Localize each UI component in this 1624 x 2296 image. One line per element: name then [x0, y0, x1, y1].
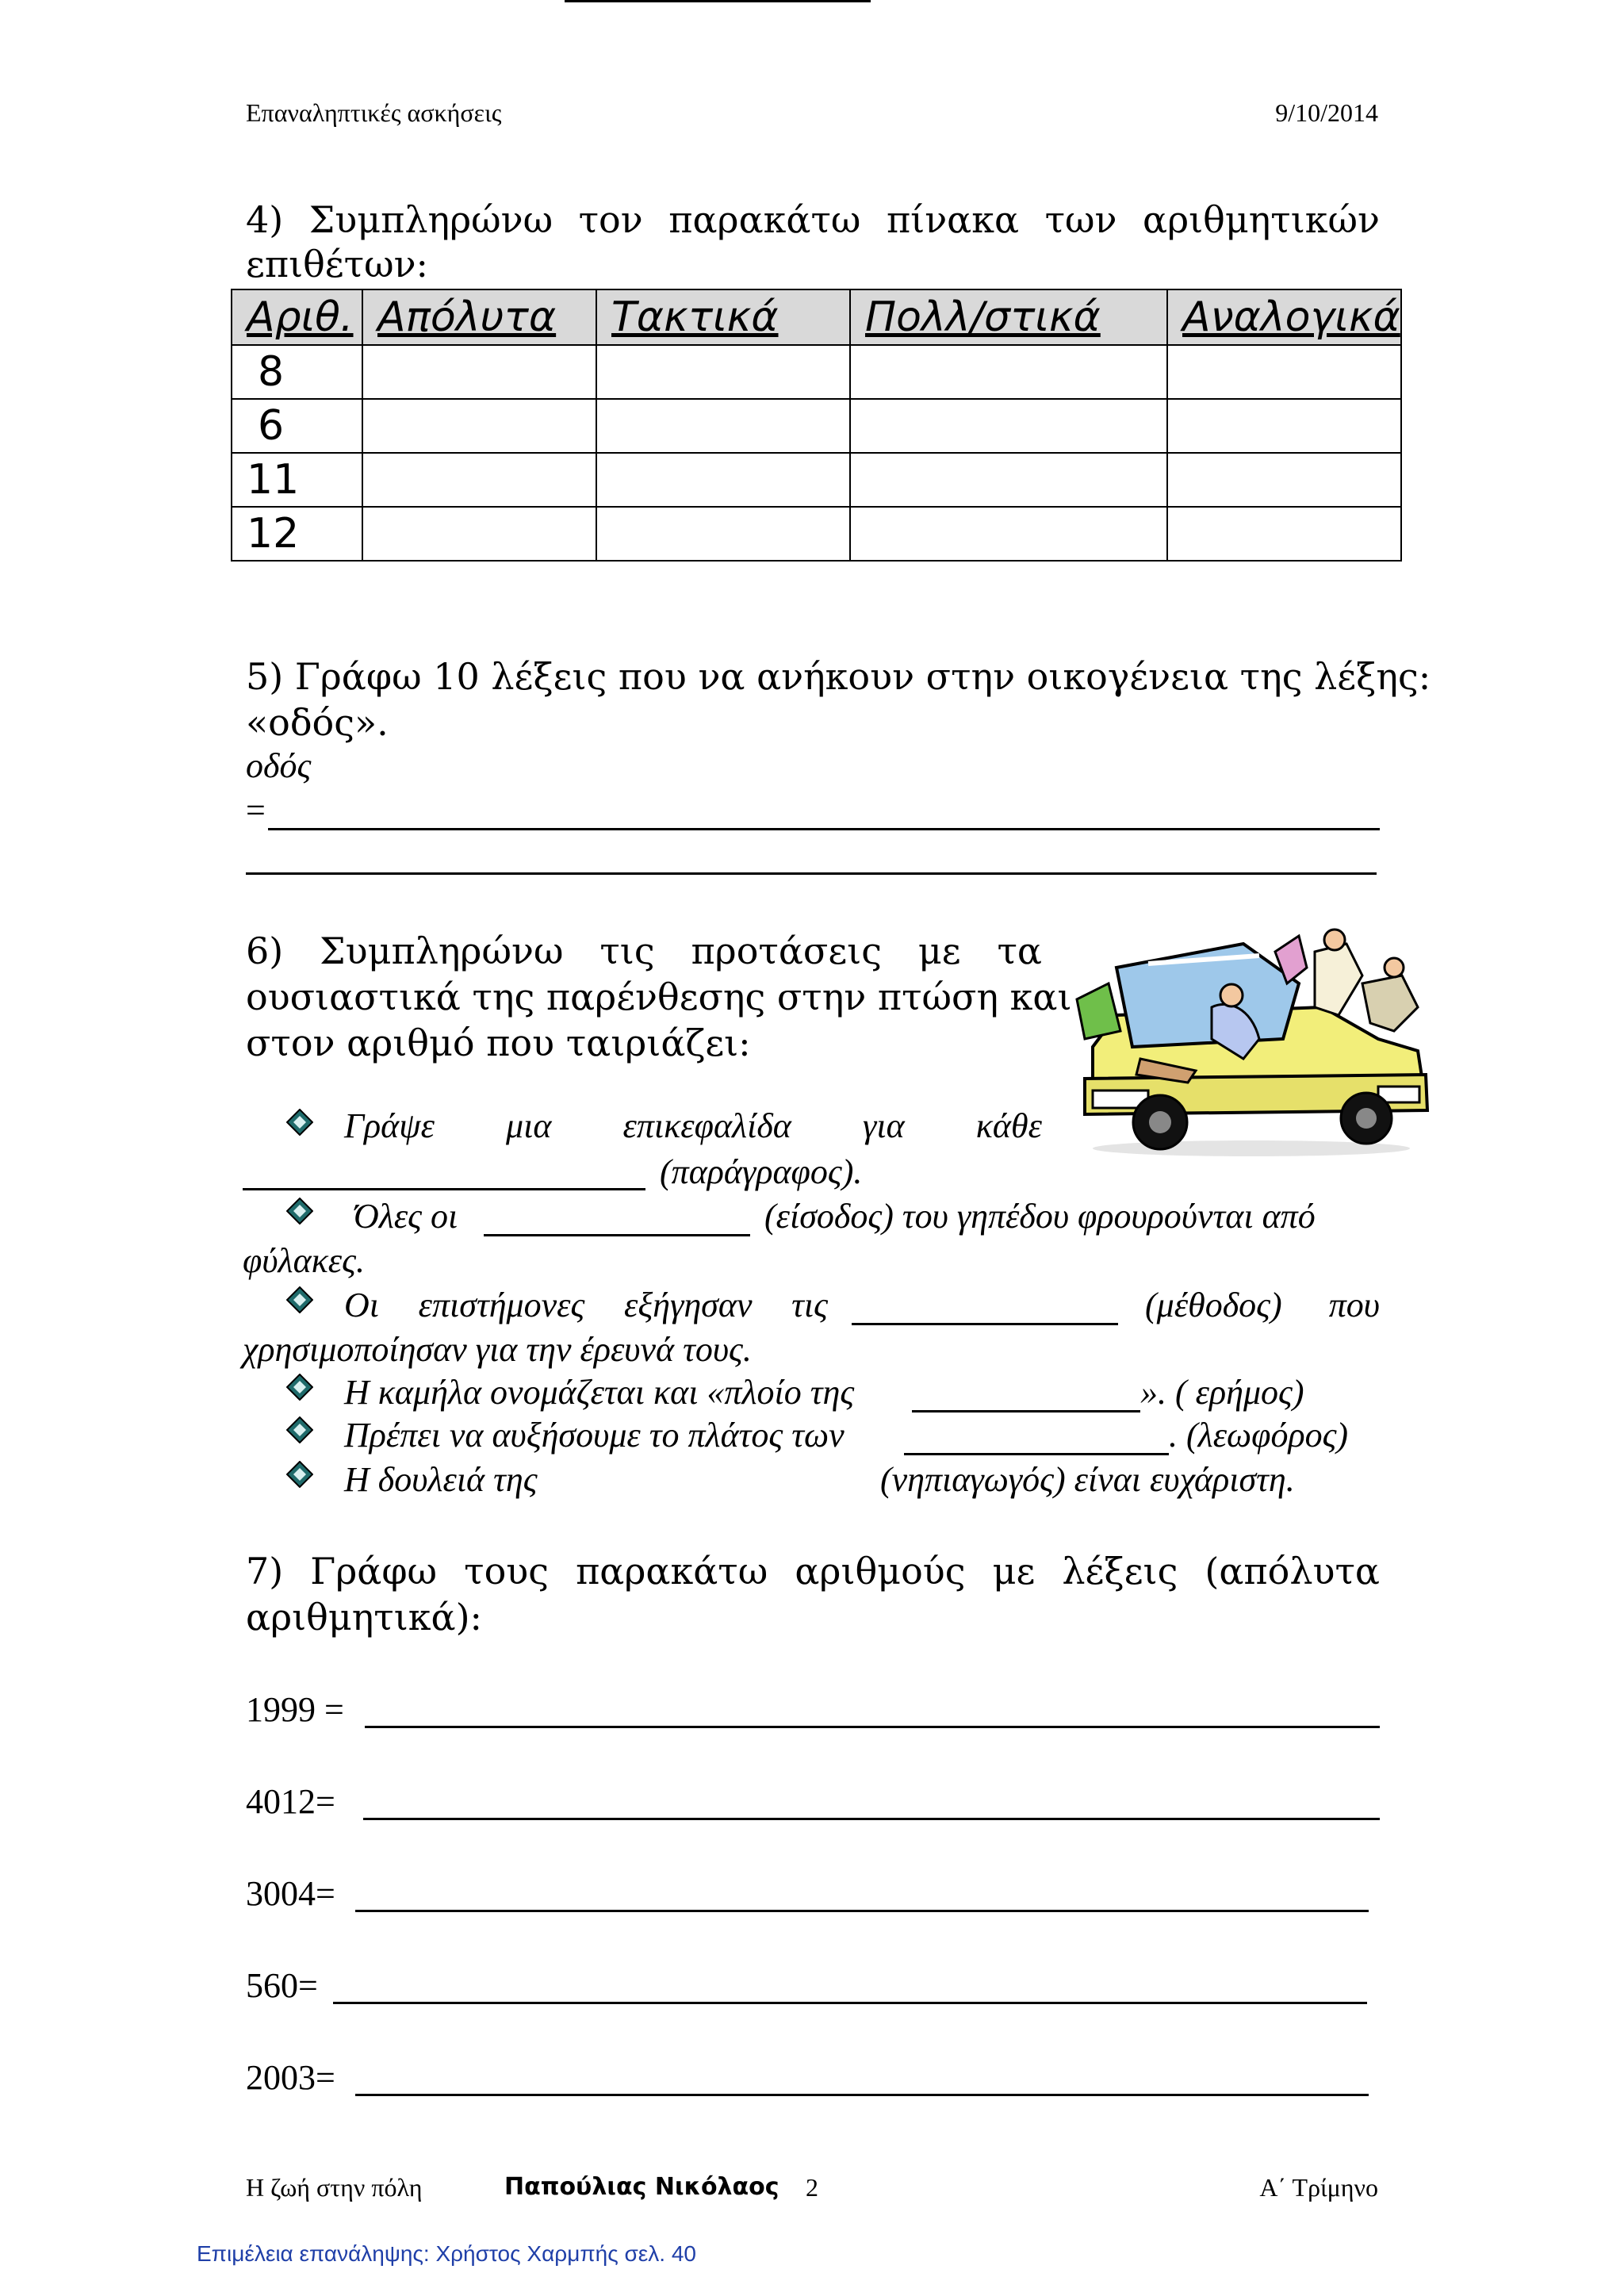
answer-cell[interactable] [850, 399, 1167, 453]
answer-cell[interactable] [850, 507, 1167, 561]
ex4-line1: 4) Συμπληρώνω τον παρακάτω πίνακα των αριθμητικών [246, 198, 1380, 241]
footer-right: Α΄ Τρίμηνο [1259, 2173, 1378, 2202]
answer-line[interactable] [355, 1910, 1369, 1912]
ex6-line1: 6) Συμπληρώνω τις προτάσεις με τα [246, 930, 1042, 972]
row-number: 12 [232, 507, 362, 561]
answer-cell[interactable] [362, 345, 596, 399]
col-header-multiplicative: Πολλ/στικά [850, 289, 1167, 345]
sentence-3-end: χρησιμοποίησαν για την έρευνά τους. [243, 1330, 752, 1369]
blank-4[interactable] [912, 1410, 1140, 1412]
answer-cell[interactable] [596, 453, 850, 507]
row-number: 8 [232, 345, 362, 399]
ex7-line2: αριθμητικά): [246, 1596, 483, 1639]
number-label: 4012= [246, 1782, 335, 1821]
sentence-6-start: Η δουλειά της [344, 1460, 538, 1499]
footer-author: Παπούλιας Νικόλαος [504, 2173, 779, 2201]
blank-1[interactable] [243, 1188, 645, 1190]
car-clipart-image [1061, 920, 1442, 1166]
blank-3[interactable] [852, 1323, 1118, 1325]
table-header-row [232, 289, 1401, 345]
answer-cell[interactable] [362, 453, 596, 507]
col-header-number: Αριθ. [232, 289, 362, 345]
ex5-word: οδός [246, 746, 312, 785]
sentence-5-start: Πρέπει να αυξήσουμε το πλάτος των [344, 1416, 845, 1455]
sentence-4-rest: ». ( ερήμος) [1140, 1373, 1304, 1412]
diamond-bullet-icon [286, 1198, 313, 1225]
answer-line[interactable] [365, 1726, 1380, 1728]
table-row [232, 345, 1401, 399]
col-header-ordinal: Τακτικά [596, 289, 850, 345]
ex4-line2: επιθέτων: [246, 243, 429, 286]
diamond-bullet-icon [286, 1374, 313, 1401]
answer-cell[interactable] [1167, 399, 1401, 453]
answer-cell[interactable] [362, 399, 596, 453]
answer-cell[interactable] [596, 399, 850, 453]
sentence-2-end: φύλακες. [243, 1241, 365, 1280]
ex6-line3: στον αριθμό που ταιριάζει: [246, 1022, 751, 1064]
sentence-4-start: Η καμήλα ονομάζεται και «πλοίο της [344, 1373, 855, 1412]
answer-cell[interactable] [850, 453, 1167, 507]
ex6-line2: ουσιαστικά της παρένθεσης στην πτώση και [246, 976, 1072, 1018]
answer-cell[interactable] [596, 507, 850, 561]
answer-cell[interactable] [362, 507, 596, 561]
sentence-5-rest: . (λεωφόρος) [1169, 1416, 1349, 1455]
number-label: 560= [246, 1966, 318, 2005]
footer-left: Η ζωή στην πόλη [246, 2173, 423, 2202]
number-label: 2003= [246, 2058, 335, 2097]
number-label: 3004= [246, 1874, 335, 1913]
blank-6[interactable] [565, 0, 871, 2]
header-date: 9/10/2014 [1275, 98, 1378, 127]
sentence-6-rest: (νηπιαγωγός) είναι ευχάριστη. [880, 1460, 1295, 1499]
row-number: 6 [232, 399, 362, 453]
numerals-table [231, 289, 1402, 562]
credit-note: Επιμέλεια επανάληψης: Χρήστος Χαρμπής σελ. 40 [197, 2241, 696, 2266]
table-row [232, 507, 1401, 561]
number-label: 1999 = [246, 1690, 344, 1729]
ex7-line1: 7) Γράφω τους παρακάτω αριθμούς με λέξεις (απόλυτα [246, 1550, 1380, 1593]
sentence-1-hint: (παράγραφος). [660, 1152, 863, 1191]
sentence-2-rest: (είσοδος) του γηπέδου φρουρούνται από [764, 1197, 1316, 1236]
sentence-2-start: Όλες οι [354, 1197, 458, 1236]
answer-line[interactable] [363, 1818, 1380, 1820]
header-left: Επαναληπτικές ασκήσεις [246, 98, 502, 127]
diamond-bullet-icon [286, 1286, 313, 1313]
table-row [232, 399, 1401, 453]
diamond-bullet-icon [286, 1109, 313, 1136]
answer-cell[interactable] [850, 345, 1167, 399]
blank-5[interactable] [904, 1453, 1169, 1455]
ex5-line2: «οδός». [246, 701, 389, 744]
table-row [232, 453, 1401, 507]
sentence-3-rest: (μέθοδος) που [1145, 1286, 1380, 1324]
answer-line[interactable] [246, 872, 1377, 875]
ex5-equals: = [246, 791, 266, 830]
ex5-line1: 5) Γράφω 10 λέξεις που να ανήκουν στην οικογένεια της λέξης: [246, 655, 1431, 698]
diamond-bullet-icon [286, 1416, 313, 1443]
row-number: 11 [232, 453, 362, 507]
answer-cell[interactable] [1167, 345, 1401, 399]
col-header-cardinal: Απόλυτα [362, 289, 596, 345]
blank-2[interactable] [484, 1234, 750, 1236]
answer-cell[interactable] [1167, 507, 1401, 561]
sentence-1-line1: Γράψε μια επικεφαλίδα για κάθε [344, 1106, 1042, 1145]
page-number: 2 [806, 2173, 818, 2202]
answer-cell[interactable] [596, 345, 850, 399]
answer-line[interactable] [355, 2094, 1369, 2096]
answer-cell[interactable] [1167, 453, 1401, 507]
sentence-3-start: Οι επιστήμονες εξήγησαν τις [344, 1286, 828, 1324]
answer-line[interactable] [333, 2002, 1367, 2004]
answer-line[interactable] [268, 828, 1380, 830]
diamond-bullet-icon [286, 1461, 313, 1488]
col-header-proportional: Αναλογικά [1167, 289, 1401, 345]
